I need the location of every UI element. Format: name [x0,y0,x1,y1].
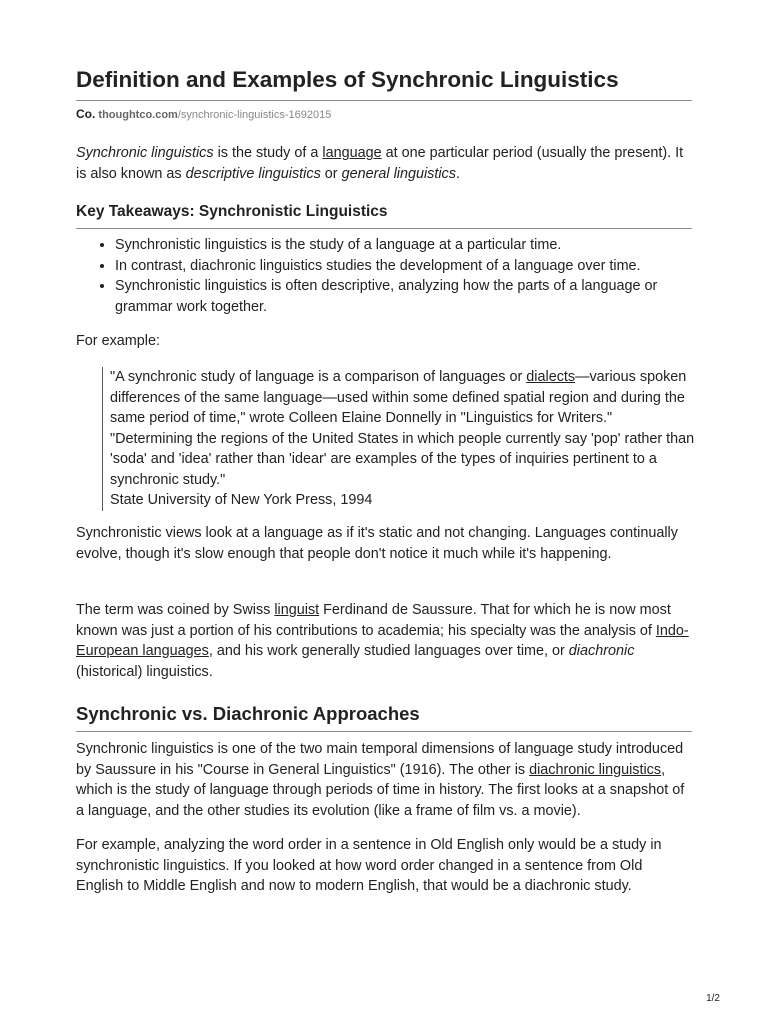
section-paragraph-1 [76,739,692,821]
thoughtco-logo: Co. [76,107,96,121]
key-takeaways [76,202,692,317]
indo-european-link[interactable]: Indo-European languages [76,622,689,659]
quote-block [102,367,696,511]
page-number: 1/2 [706,993,720,1004]
linguist-link[interactable]: linguist [274,602,320,618]
intro-term: Synchronic linguistics [76,145,214,161]
section-paragraph-2: For example, analyzing the word order in a sentence in Old English only would be a study in synchronistic linguistics. If you looked at how word order changed in a sentence from Old English to Middle English and now to modern English, that would be a diachronic study. [76,837,662,894]
quote-text-2: —various spoken differences of the same language—used within some defined spatial region and during the same period of time," wrote Colleen Elaine Donnelly in "Linguistics for Writers." "Determining the regions of the United States in which people currently say 'pop' rather than 'soda' and 'idea' rather than 'idear' are examples of the types of inquiries pertinent to a synchronic study." [110,369,695,488]
page-title: Definition and Examples of Synchronic Linguistics [76,66,692,101]
intro-text-1: is the study of a [213,145,323,161]
saussure-text-1: The term was coined by Swiss [76,602,275,618]
diachronic-linguistics-link[interactable]: diachronic linguistics [529,761,662,778]
saussure-text-3: , and his work generally studied languages over time, or [208,643,569,659]
key-takeaways-list [76,235,692,317]
key-takeaways-heading: Key Takeaways: Synchronistic Linguistics [76,202,692,229]
intro-text-3: or [320,165,342,182]
language-link[interactable]: language [322,145,382,161]
section-p1-text-1: Synchronic linguistics is one of the two main temporal dimensions of language study introduced by Saussure in his "Course in General Linguistics" (1916). The other is [76,741,684,778]
source-path[interactable]: /synchronic-linguistics-1692015 [177,109,332,121]
for-example-paragraph [76,331,692,352]
section-synchronic-vs-diachronic [76,703,692,897]
source-domain[interactable]: thoughtco.com [98,109,178,121]
saussure-text-4: (historical) linguistics. [76,663,213,680]
static-paragraph [76,523,692,564]
source-line [76,107,331,121]
saussure-paragraph [76,600,692,682]
intro-alt-term-2: general linguistics [341,165,456,182]
intro-paragraph [76,143,692,184]
intro-alt-term-1: descriptive linguistics [185,165,321,182]
static-text: Synchronistic views look at a language as if it's static and not changing. Languages continually evolve, though it's slow enough that people don't notice it much while it's happening. [76,525,678,562]
quote-citation: State University of New York Press, 1994 [110,492,373,508]
quote-text-1: "A synchronic study of language is a comparison of languages or [110,369,527,385]
intro-text-2: at one particular period (usually the present). It is also known as [76,145,684,182]
dialects-link[interactable]: dialects [526,369,576,385]
saussure-emphasis: diachronic [568,643,635,659]
intro-text-4: . [455,165,460,182]
for-example-text: For example: [76,333,160,349]
list-item: • Synchronistic linguistics is the study of a language at a particular time. [115,235,692,256]
list-item: • In contrast, diachronic linguistics studies the development of a language over time. [115,256,692,277]
section-p1-text-2: , which is the study of language through periods of time in history. The first looks at a snapshot of a language, and the other studies its evolution (like a frame of film vs. a movie). [76,761,685,819]
list-item: • Synchronistic linguistics is often descriptive, analyzing how the parts of a language or grammar work together. [115,276,692,317]
section-heading: Synchronic vs. Diachronic Approaches [76,703,692,732]
saussure-text-2: Ferdinand de Saussure. That for which he is now most known was just a portion of his contributions to academia; his specialty was the analysis of [76,602,671,639]
